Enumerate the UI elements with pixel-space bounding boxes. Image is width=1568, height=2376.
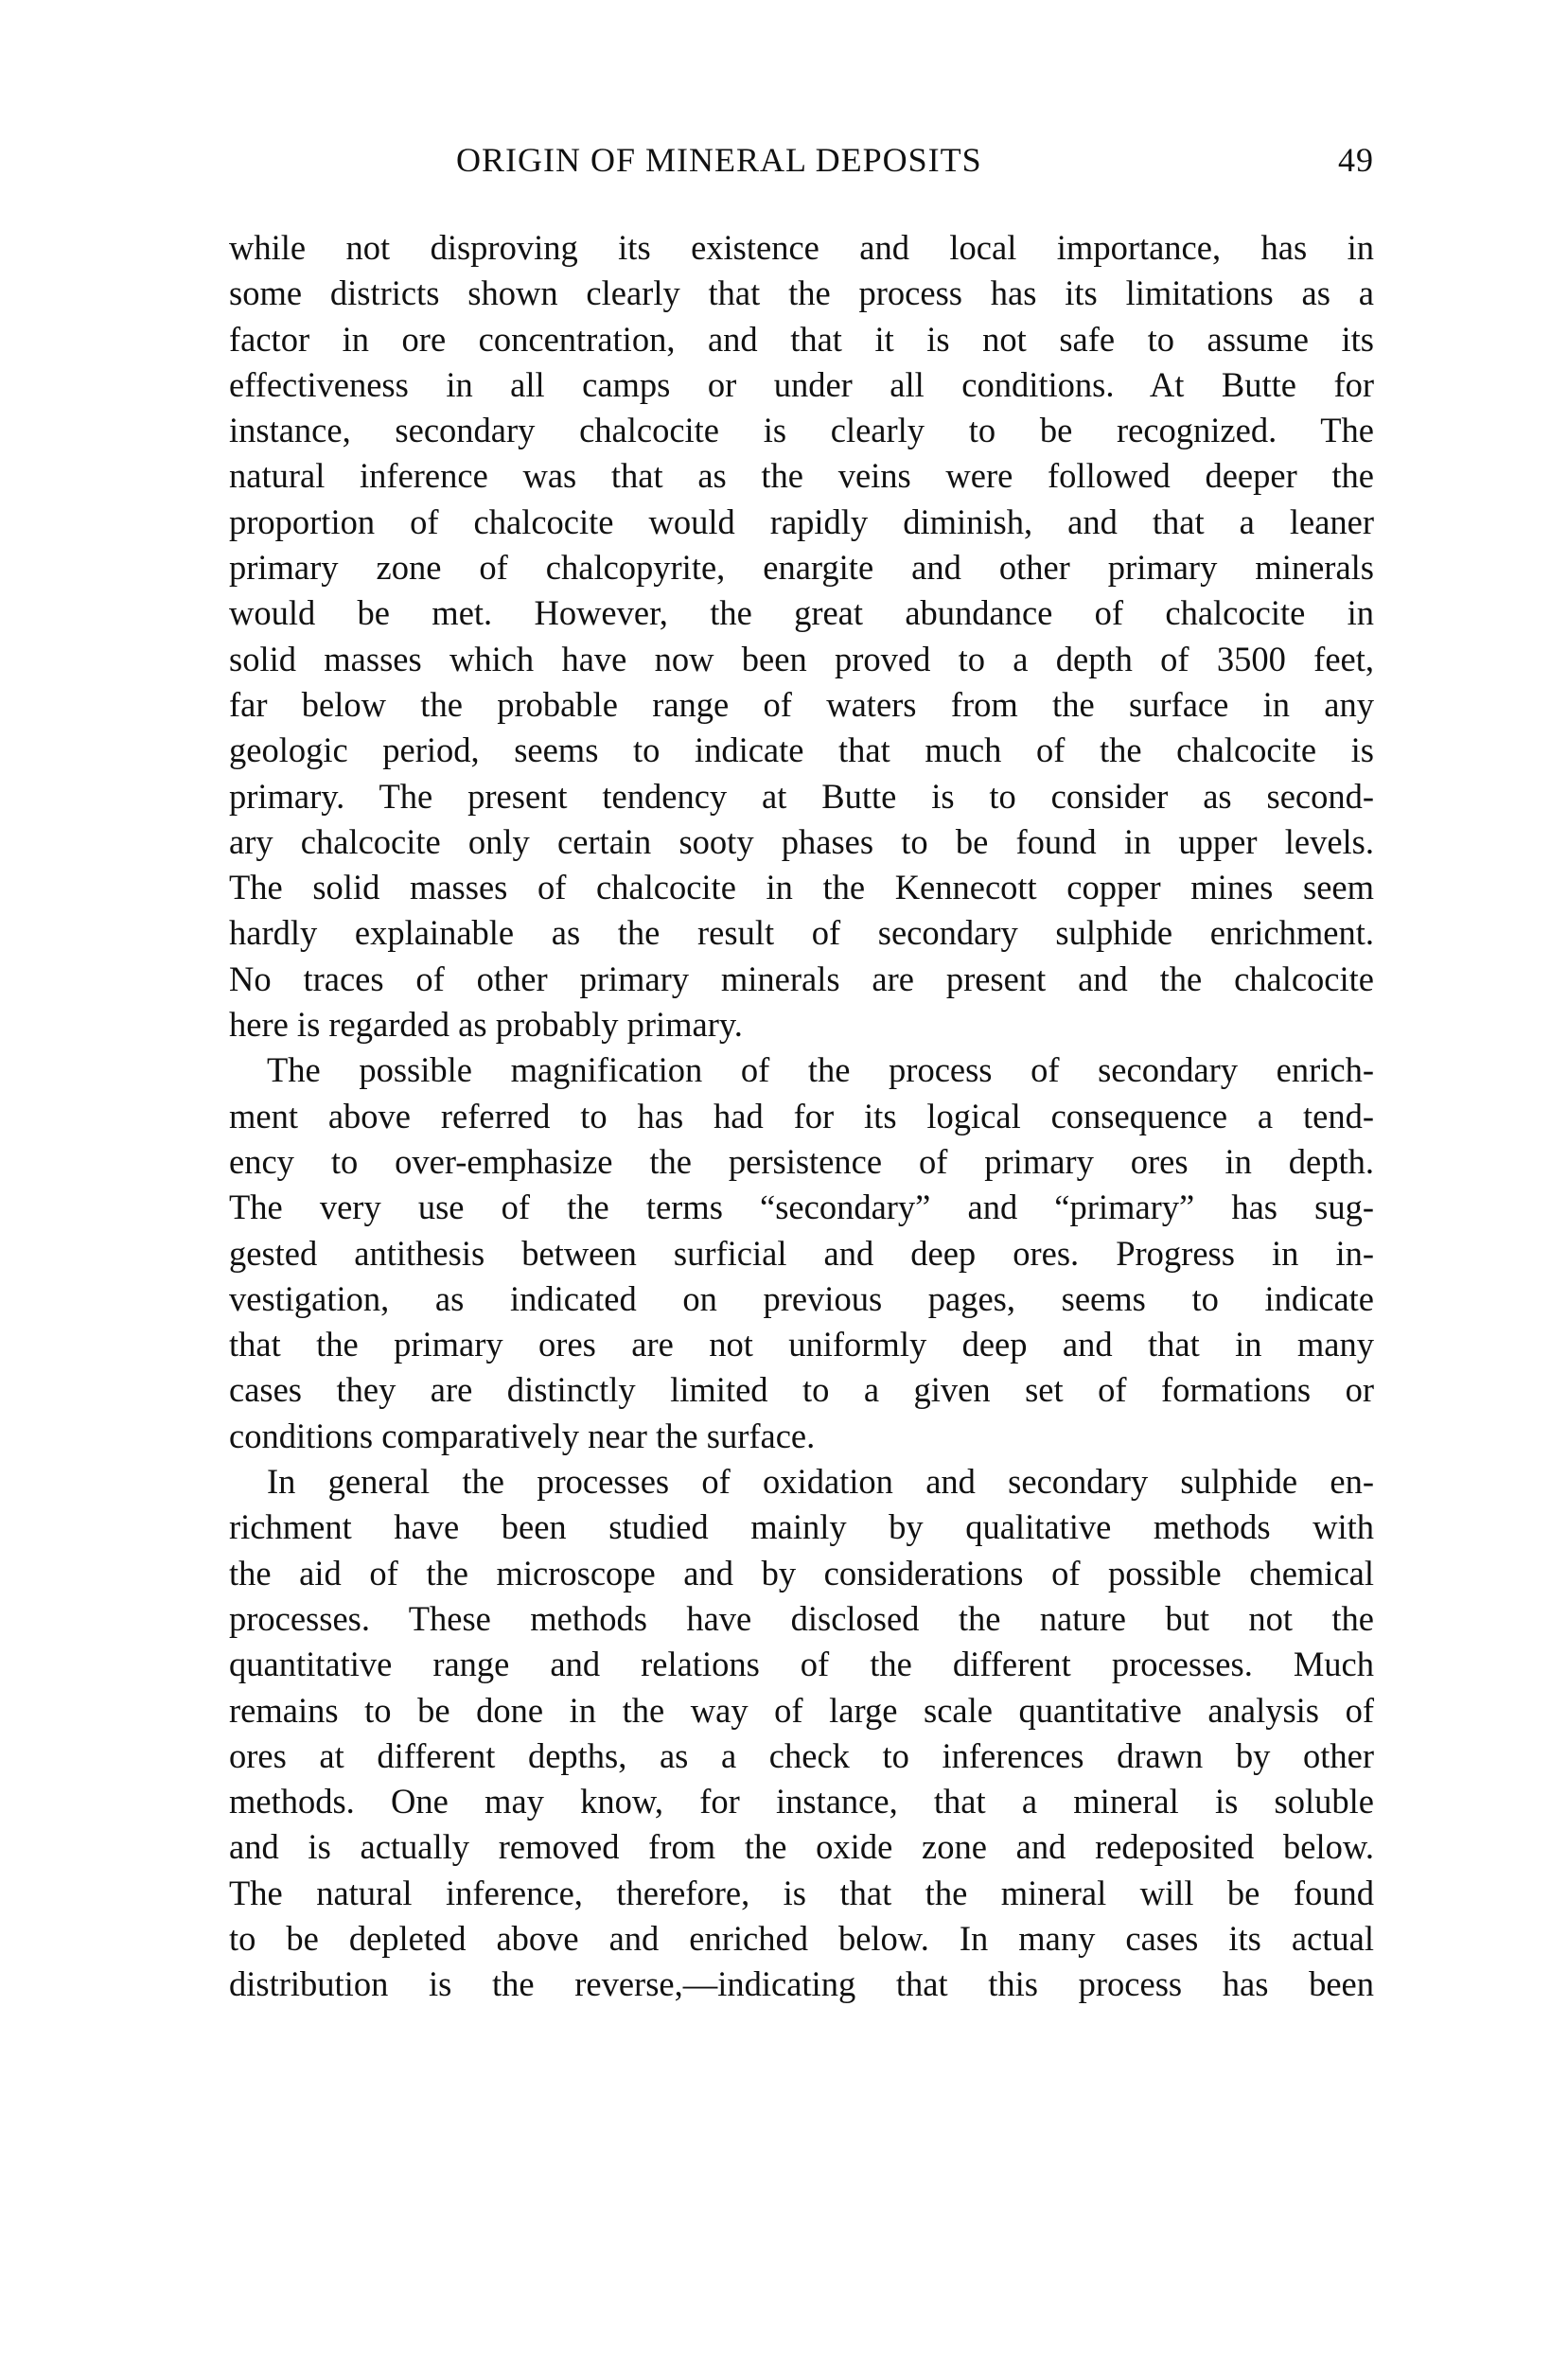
text-line: gested antithesis between surficial and deep ores. Progress in in- [229,1233,1374,1273]
text-line: ary chalcocite only certain sooty phases to be found in upper levels. [229,821,1374,861]
text-line: effectiveness in all camps or under all conditions. At Butte for [229,364,1374,404]
text-line: ores at different depths, as a check to inferences drawn by other [229,1735,1374,1775]
text-line: natural inference was that as the veins were followed deeper the [229,456,1374,496]
text-line: The very use of the terms “secondary” and “primary” has sug- [229,1188,1374,1227]
text-line: here is regarded as probably primary. [229,1005,743,1045]
text-line: The solid masses of chalcocite in the Kennecott copper mines seem [229,868,1374,907]
running-title: ORIGIN OF MINERAL DEPOSITS [456,141,982,179]
text-line: would be met. However, the great abundance of chalcocite in [229,593,1374,633]
paragraph-secondary-enrichment [229,1047,1374,1459]
text-line: richment have been studied mainly by qualitative methods with [229,1507,1374,1547]
text-line: factor in ore concentration, and that it is not safe to assume its [229,319,1374,359]
text-line: while not disproving its existence and local importance, has in [229,228,1374,267]
text-line: quantitative range and relations of the different processes. Much [229,1645,1374,1684]
text-line: ment above referred to has had for its logical consequence a tend- [229,1096,1374,1135]
text-line: In general the processes of oxidation and secondary sulphide en- [267,1462,1374,1502]
paragraph-oxidation-processes [229,1459,1374,2008]
text-line: processes. These methods have disclosed the nature but not the [229,1598,1374,1638]
text-line: hardly explainable as the result of secondary sulphide enrichment. [229,913,1374,953]
text-line: ency to over-emphasize the persistence of primary ores in depth. [229,1141,1374,1181]
text-line: The natural inference, therefore, is that the mineral will be found [229,1873,1374,1912]
text-line: No traces of other primary minerals are present and the chalcocite [229,959,1374,998]
text-line: remains to be done in the way of large scale quantitative analysis of [229,1690,1374,1730]
text-line: The possible magnification of the process of secondary enrich- [267,1050,1374,1090]
text-line: that the primary ores are not uniformly deep and that in many [229,1325,1374,1364]
body-text [229,225,1374,2008]
text-line: far below the probable range of waters from the surface in any [229,684,1374,724]
text-line: geologic period, seems to indicate that much of the chalcocite is [229,730,1374,770]
text-line: the aid of the microscope and by considerations of possible chemical [229,1553,1374,1593]
paragraph-continued [229,225,1374,1047]
text-line: solid masses which have now been proved to a depth of 3500 feet, [229,639,1374,678]
text-line: proportion of chalcocite would rapidly diminish, and that a leaner [229,502,1374,541]
text-line: primary. The present tendency at Butte is to consider as second- [229,776,1374,816]
text-line: instance, secondary chalcocite is clearly to be recognized. The [229,411,1374,450]
text-line: to be depleted above and enriched below. In many cases its actual [229,1918,1374,1958]
text-line: methods. One may know, for instance, that a mineral is soluble [229,1782,1374,1822]
text-line: distribution is the reverse,—indicating that this process has been [229,1964,1374,2004]
text-line: vestigation, as indicated on previous pages, seems to indicate [229,1278,1374,1318]
book-page [229,132,1374,2008]
text-line: conditions comparatively near the surface. [229,1416,816,1455]
text-line: some districts shown clearly that the process has its limitations as a [229,273,1374,313]
running-head [229,132,1374,189]
text-line: primary zone of chalcopyrite, enargite and other primary minerals [229,548,1374,588]
text-line: cases they are distinctly limited to a given set of formations or [229,1370,1374,1410]
text-line: and is actually removed from the oxide zone and redeposited below. [229,1827,1374,1867]
page-number: 49 [1338,141,1374,179]
